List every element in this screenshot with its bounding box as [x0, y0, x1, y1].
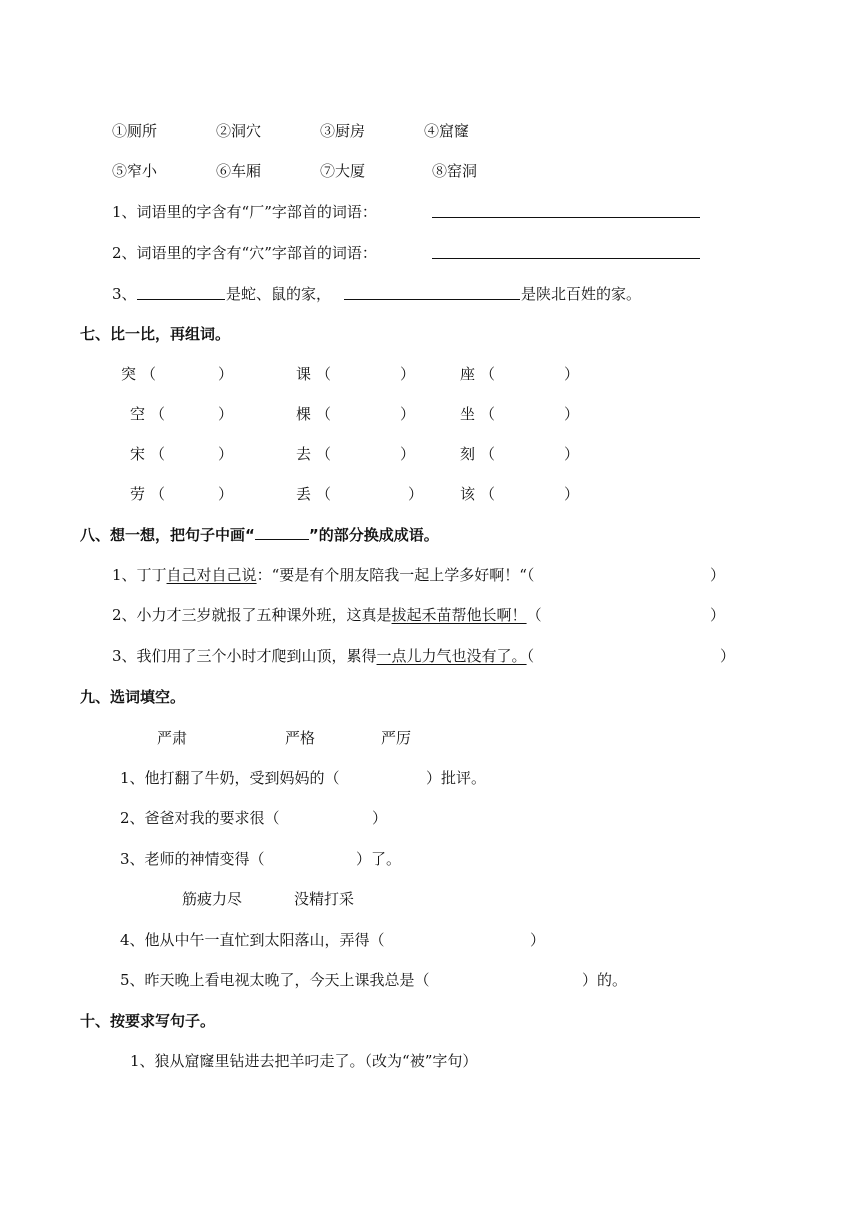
s8-3-a: 3、我们用了三个小时才爬到山顶，累得 [112, 647, 377, 665]
paren-open: （ [150, 405, 166, 423]
paren-open: （ [316, 405, 332, 423]
paren-close: ） [400, 445, 416, 463]
s7-char: 该 [460, 485, 476, 503]
s9-q3-a: 3、老师的神情变得（ [120, 850, 265, 868]
paren-open: （ [316, 445, 332, 463]
s9-q1-b: ）批评。 [426, 769, 487, 787]
s7-char: 突 [121, 365, 137, 383]
title-blank-marker [255, 525, 309, 540]
paren-open: （ [480, 365, 496, 383]
s7-char: 课 [296, 365, 312, 383]
s8-3-b: （ [526, 647, 535, 665]
paren-close: ） [564, 365, 580, 383]
s10-q1: 1、狼从窟窿里钻进去把羊叼走了。（改为“被”字句） [130, 1052, 478, 1070]
section-8-title-a: 八、想一想，把句子中画“ [80, 526, 255, 544]
paren-close: ） [400, 405, 416, 423]
paren-close: ） [218, 485, 234, 503]
paren-open: （ [480, 405, 496, 423]
s8-sentence-3 [112, 646, 534, 666]
s7-char: 劳 [130, 485, 146, 503]
s9-q2-a: 2、爸爸对我的要求很（ [120, 809, 280, 827]
paren-close: ） [710, 606, 726, 624]
paren-close: ） [564, 485, 580, 503]
paren-close: ） [564, 405, 580, 423]
q6-item-3-end: 是陕北百姓的家。 [521, 285, 642, 303]
s8-sentence-2 [112, 605, 542, 625]
paren-close: ） [710, 566, 726, 584]
s7-char: 坐 [460, 405, 476, 423]
s7-char: 丢 [296, 485, 312, 503]
paren-open: （ [480, 445, 496, 463]
s8-2-underlined: 拔起禾苗帮他长啊！ [391, 606, 527, 624]
paren-close: ） [564, 445, 580, 463]
s7-char: 去 [296, 445, 312, 463]
q6-blank-3b[interactable] [344, 299, 520, 300]
paren-close: ） [218, 365, 234, 383]
word-5: ⑤窄小 [112, 162, 158, 180]
word-4: ④窟窿 [424, 122, 470, 140]
section-8-title-b: ”的部分换成成语。 [308, 526, 439, 544]
s7-char: 棵 [296, 405, 312, 423]
section-7-title: 七、比一比，再组词。 [80, 325, 231, 343]
paren-open: （ [316, 485, 332, 503]
q6-item-2: 2、词语里的字含有“穴”字部首的词语： [112, 244, 377, 262]
s9-q5-b: ）的。 [582, 971, 628, 989]
paren-open: （ [316, 365, 332, 383]
s8-2-b: （ [526, 606, 542, 624]
word-1: ①厕所 [112, 122, 158, 140]
q6-item-3-prefix: 3、 [112, 285, 137, 303]
paren-open: （ [480, 485, 496, 503]
word-3: ③厨房 [320, 122, 366, 140]
paren-open: （ [141, 365, 157, 383]
s7-char: 刻 [460, 445, 476, 463]
s9-q5-a: 5、昨天晚上看电视太晚了，今天上课我总是（ [120, 971, 430, 989]
word-2: ②洞穴 [216, 122, 262, 140]
word-8: ⑧窑洞 [432, 162, 478, 180]
s9-q3-b: ）了。 [356, 850, 402, 868]
q6-blank-2[interactable] [432, 258, 700, 259]
choice-4: 筋疲力尽 [182, 890, 243, 908]
paren-open: （ [150, 485, 166, 503]
word-7: ⑦大厦 [320, 162, 366, 180]
s7-char: 座 [460, 365, 476, 383]
s9-q4-b: ） [530, 931, 546, 949]
choice-5: 没精打采 [294, 890, 355, 908]
paren-open: （ [150, 445, 166, 463]
s7-char: 空 [130, 405, 146, 423]
choice-3: 严厉 [381, 729, 412, 747]
s8-1-b: ：“要是有个朋友陪我一起上学多好啊！“（ [256, 566, 535, 584]
q6-item-3-mid: 是蛇、鼠的家， [226, 285, 332, 303]
s9-q4-a: 4、他从中午一直忙到太阳落山，弄得（ [120, 931, 385, 949]
s9-q1-a: 1、他打翻了牛奶，受到妈妈的（ [120, 769, 340, 787]
s9-q2-b: ） [372, 809, 388, 827]
q6-blank-3a[interactable] [137, 299, 225, 300]
choice-1: 严肃 [157, 729, 188, 747]
paren-close: ） [720, 647, 736, 665]
choice-2: 严格 [285, 729, 316, 747]
paren-close: ） [400, 365, 416, 383]
s7-char: 宋 [130, 445, 146, 463]
s8-3-underlined: 一点儿力气也没有了。 [376, 647, 527, 665]
s8-2-a: 2、小力才三岁就报了五种课外班，这真是 [112, 606, 392, 624]
paren-close: ） [408, 485, 424, 503]
paren-close: ） [218, 405, 234, 423]
s8-1-underlined: 自己对自己说 [166, 566, 257, 584]
q6-item-1: 1、词语里的字含有“厂”字部首的词语： [112, 203, 377, 221]
paren-close: ） [218, 445, 234, 463]
s8-sentence-1 [112, 565, 534, 585]
section-9-title: 九、选词填空。 [80, 688, 186, 706]
section-8-title [80, 525, 439, 545]
word-6: ⑥车厢 [216, 162, 262, 180]
section-10-title: 十、按要求写句子。 [80, 1012, 216, 1030]
s8-1-a: 1、丁丁 [112, 566, 167, 584]
q6-blank-1[interactable] [432, 217, 700, 218]
